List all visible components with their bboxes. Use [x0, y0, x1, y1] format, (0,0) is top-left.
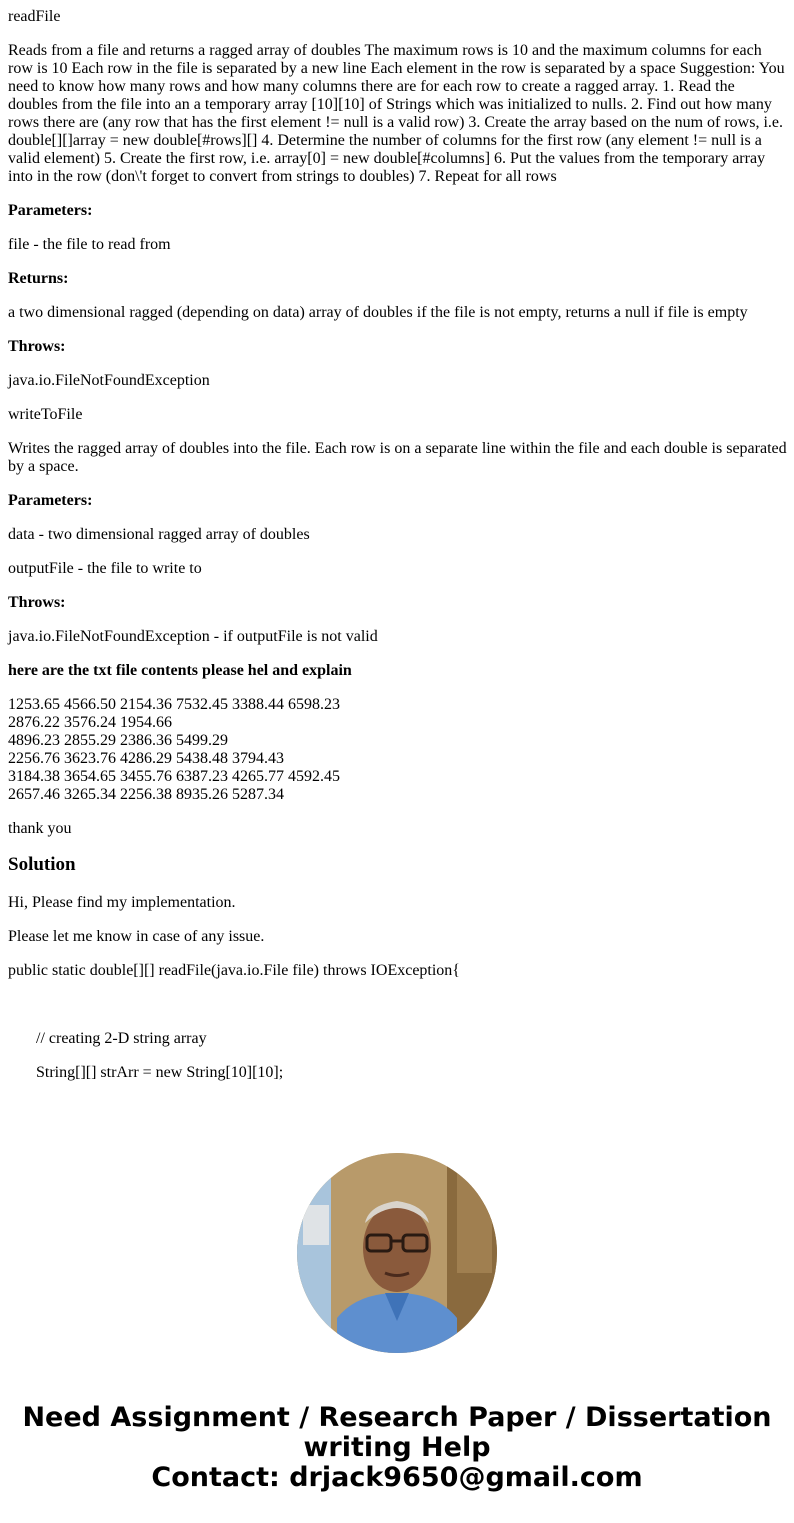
returns-text: a two dimensional ragged (depending on data) array of doubles if the file is not empty, returns a null if file is empty — [8, 304, 748, 321]
code-signature: public static double[][] readFile(java.io.File file) throws IOException{ — [8, 962, 460, 979]
data-line: 2657.46 3265.34 2256.38 8935.26 5287.34 — [8, 786, 284, 803]
param-data: data - two dimensional ragged array of doubles — [8, 526, 310, 543]
solution-greeting: Hi, Please find my implementation. — [8, 894, 236, 911]
code-comment: // creating 2-D string array — [36, 1030, 207, 1047]
banner-contact-email: Contact: drjack9650@gmail.com — [151, 1462, 643, 1493]
data-line: 4896.23 2855.29 2386.36 5499.29 — [8, 732, 228, 749]
param-file: file - the file to read from — [8, 236, 171, 253]
data-line: 2256.76 3623.76 4286.29 5438.48 3794.43 — [8, 750, 284, 767]
param-output-file: outputFile - the file to write to — [8, 560, 202, 577]
code-line: String[][] strArr = new String[10][10]; — [36, 1064, 284, 1081]
throws-label: Throws: — [8, 338, 66, 355]
txt-file-data — [8, 696, 788, 804]
solution-issue-note: Please let me know in case of any issue. — [8, 928, 265, 945]
returns-label: Returns: — [8, 270, 69, 287]
solution-heading: Solution — [8, 854, 76, 875]
thanks-text: thank you — [8, 820, 72, 837]
parameters-label: Parameters: — [8, 492, 93, 509]
banner-line: writing Help — [303, 1432, 491, 1463]
contact-banner — [0, 1403, 794, 1493]
writefile-description: Writes the ragged array of doubles into the file. Each row is on a separate line within the file and each double is separated by a space. — [8, 440, 787, 475]
data-line: 1253.65 4566.50 2154.36 7532.45 3388.44 6598.23 — [8, 696, 340, 713]
readfile-heading: readFile — [8, 8, 61, 25]
author-avatar — [297, 1153, 497, 1353]
banner-line: Need Assignment / Research Paper / Dissertation — [22, 1402, 772, 1433]
parameters-label: Parameters: — [8, 202, 93, 219]
author-photo-icon — [297, 1153, 497, 1353]
throws-label: Throws: — [8, 594, 66, 611]
document-content — [8, 8, 788, 1098]
throws-text: java.io.FileNotFoundException — [8, 372, 210, 389]
data-line: 3184.38 3654.65 3455.76 6387.23 4265.77 4592.45 — [8, 768, 340, 785]
writefile-heading: writeToFile — [8, 406, 83, 423]
code-blank-line — [8, 996, 788, 1030]
throws-text: java.io.FileNotFoundException - if outputFile is not valid — [8, 628, 378, 645]
readfile-description: Reads from a file and returns a ragged array of doubles The maximum rows is 10 and the maximum columns for each row is 10 Each row in the file is separated by a new line Each element in the row is separated by a space Suggestion: You need to know how many rows and how many columns there are for each row to create a ragged array. 1. Read the doubles from the file into an a temporary array [10][10] of Strings which was initialized to nulls. 2. Find out how many rows there are (any row that has the first element != null is a valid row) 3. Create the array based on the num of rows, i.e. double[][]array = new double[#rows][] 4. Determine the number of columns for the first row (any element != null is a valid element) 5. Create the first row, i.e. array[0] = new double[#columns] 6. Put the values from the temporary array into in the row (don\'t forget to convert from strings to doubles) 7. Repeat for all rows — [8, 42, 785, 185]
data-line: 2876.22 3576.24 1954.66 — [8, 714, 172, 731]
txt-intro: here are the txt file contents please hel and explain — [8, 662, 352, 679]
